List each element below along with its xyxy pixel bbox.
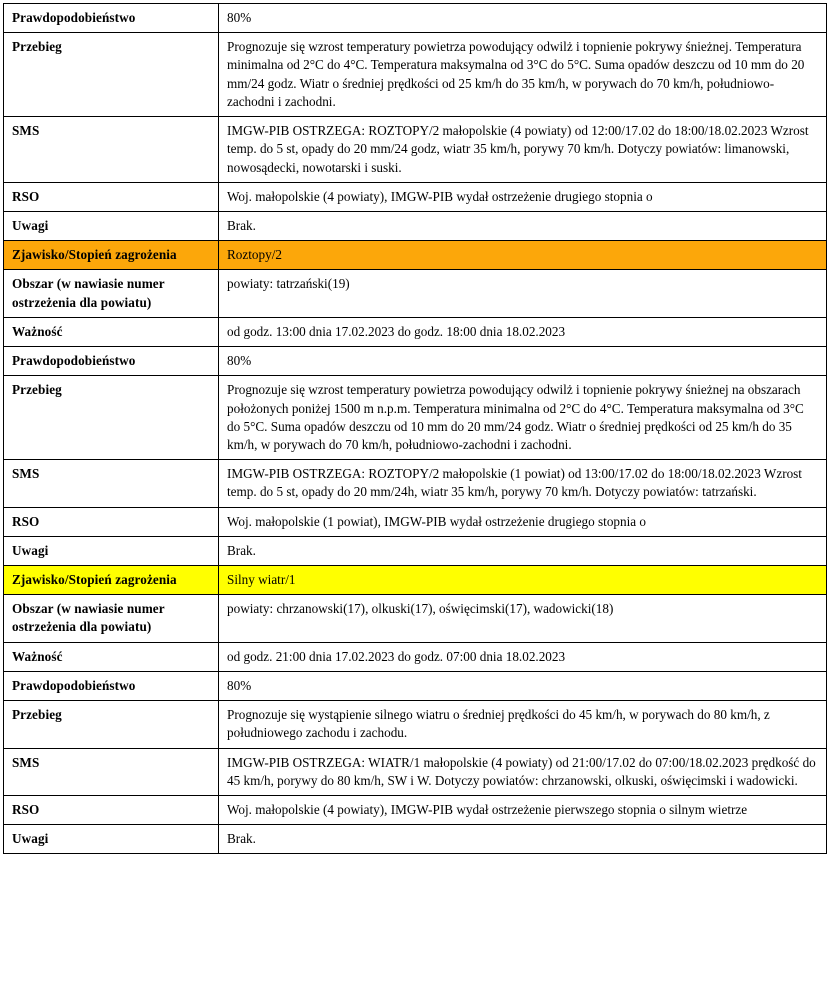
row-label-area-line2: ostrzeżenia dla powiatu)	[12, 619, 152, 635]
row-label-rso: RSO	[4, 182, 219, 211]
table-row	[4, 4, 827, 33]
row-label-rso: RSO	[4, 796, 219, 825]
row-value-sms: IMGW-PIB OSTRZEGA: ROZTOPY/2 małopolskie (1 powiat) od 13:00/17.02 do 18:00/18.02.2023 Wzrost temp. do 5 st, opady do 20 mm/24h, wiatr 35 km/h, porywy 70 km/h. Dotyczy powiatów: tatrzański.	[219, 460, 827, 507]
row-value-course: Prognozuje się wzrost temperatury powietrza powodujący odwilż i topnienie pokrywy śnieżnej na obszarach położonych poniżej 1500 m n.p.m. Temperatura minimalna od 2°C do 4°C. Temperatura maksymalna od 3°C do 5°C. Suma opadów deszczu od 10 mm do 20 mm/24 godz. Wiatr o średniej prędkości od 25 km/h do 35 km/h, w porywach do 70 km/h, południowo-zachodni i zachodni.	[219, 376, 827, 460]
row-value-remarks: Brak.	[219, 825, 827, 854]
table-row	[4, 347, 827, 376]
row-label-area	[4, 595, 219, 642]
table-row	[4, 566, 827, 595]
row-value-area: powiaty: chrzanowski(17), olkuski(17), oświęcimski(17), wadowicki(18)	[219, 595, 827, 642]
row-value-validity: od godz. 21:00 dnia 17.02.2023 do godz. 07:00 dnia 18.02.2023	[219, 642, 827, 671]
table-row	[4, 376, 827, 460]
table-row	[4, 33, 827, 117]
table-row	[4, 182, 827, 211]
row-value-course: Prognozuje się wzrost temperatury powietrza powodujący odwilż i topnienie pokrywy śnieżnej. Temperatura minimalna od 2°C do 4°C. Temperatura maksymalna od 3°C do 5°C. Suma opadów deszczu od 10 mm do 20 mm/24 godz. Wiatr o średniej prędkości od 25 km/h do 35 km/h, w porywach do 70 km/h, południowo-zachodni i zachodni.	[219, 33, 827, 117]
table-row	[4, 796, 827, 825]
row-value-phenomenon: Roztopy/2	[219, 241, 827, 270]
row-label-course: Przebieg	[4, 33, 219, 117]
row-label-validity: Ważność	[4, 642, 219, 671]
weather-warnings-table	[3, 3, 827, 854]
row-value-sms: IMGW-PIB OSTRZEGA: WIATR/1 małopolskie (4 powiaty) od 21:00/17.02 do 07:00/18.02.2023 prędkość do 45 km/h, porywy do 80 km/h, SW i W. Dotyczy powiatów: chrzanowski, olkuski, oświęcimski i wadowicki.	[219, 748, 827, 795]
table-row	[4, 748, 827, 795]
row-label-area-line1: Obszar (w nawiasie numer	[12, 601, 165, 617]
row-label-remarks: Uwagi	[4, 825, 219, 854]
row-value-rso: Woj. małopolskie (4 powiaty), IMGW-PIB wydał ostrzeżenie pierwszego stopnia o silnym wietrze	[219, 796, 827, 825]
table-row	[4, 671, 827, 700]
row-label-validity: Ważność	[4, 317, 219, 346]
row-value-course: Prognozuje się wystąpienie silnego wiatru o średniej prędkości do 45 km/h, w porywach do 80 km/h, z południowego zachodu i zachodu.	[219, 701, 827, 748]
row-label-phenomenon: Zjawisko/Stopień zagrożenia	[4, 566, 219, 595]
table-row	[4, 460, 827, 507]
table-row	[4, 507, 827, 536]
table-row	[4, 536, 827, 565]
row-label-sms: SMS	[4, 117, 219, 183]
table-row	[4, 825, 827, 854]
row-value-rso: Woj. małopolskie (4 powiaty), IMGW-PIB wydał ostrzeżenie drugiego stopnia o	[219, 182, 827, 211]
table-row	[4, 701, 827, 748]
row-label-remarks: Uwagi	[4, 536, 219, 565]
row-value-rso: Woj. małopolskie (1 powiat), IMGW-PIB wydał ostrzeżenie drugiego stopnia o	[219, 507, 827, 536]
row-value-probability: 80%	[219, 4, 827, 33]
row-label-area-line1: Obszar (w nawiasie numer	[12, 276, 165, 292]
table-row	[4, 595, 827, 642]
row-label-probability: Prawdopodobieństwo	[4, 4, 219, 33]
row-label-probability: Prawdopodobieństwo	[4, 671, 219, 700]
row-label-area	[4, 270, 219, 317]
table-row	[4, 270, 827, 317]
row-value-probability: 80%	[219, 671, 827, 700]
row-value-sms: IMGW-PIB OSTRZEGA: ROZTOPY/2 małopolskie (4 powiaty) od 12:00/17.02 do 18:00/18.02.2023 Wzrost temp. do 5 st, opady do 20 mm/24 godz, wiatr 35 km/h, porywy 70 km/h. Dotyczy powiatów: limanowski, nowosądecki, nowotarski i suski.	[219, 117, 827, 183]
row-value-remarks: Brak.	[219, 211, 827, 240]
table-row	[4, 241, 827, 270]
row-label-rso: RSO	[4, 507, 219, 536]
row-label-probability: Prawdopodobieństwo	[4, 347, 219, 376]
row-label-phenomenon: Zjawisko/Stopień zagrożenia	[4, 241, 219, 270]
row-label-remarks: Uwagi	[4, 211, 219, 240]
row-label-sms: SMS	[4, 748, 219, 795]
row-label-course: Przebieg	[4, 376, 219, 460]
table-row	[4, 317, 827, 346]
row-value-probability: 80%	[219, 347, 827, 376]
row-value-validity: od godz. 13:00 dnia 17.02.2023 do godz. 18:00 dnia 18.02.2023	[219, 317, 827, 346]
table-row	[4, 211, 827, 240]
row-value-remarks: Brak.	[219, 536, 827, 565]
table-row	[4, 642, 827, 671]
row-label-course: Przebieg	[4, 701, 219, 748]
row-value-phenomenon: Silny wiatr/1	[219, 566, 827, 595]
row-label-sms: SMS	[4, 460, 219, 507]
row-value-area: powiaty: tatrzański(19)	[219, 270, 827, 317]
table-row	[4, 117, 827, 183]
row-label-area-line2: ostrzeżenia dla powiatu)	[12, 294, 152, 310]
warnings-table-body	[4, 4, 827, 854]
